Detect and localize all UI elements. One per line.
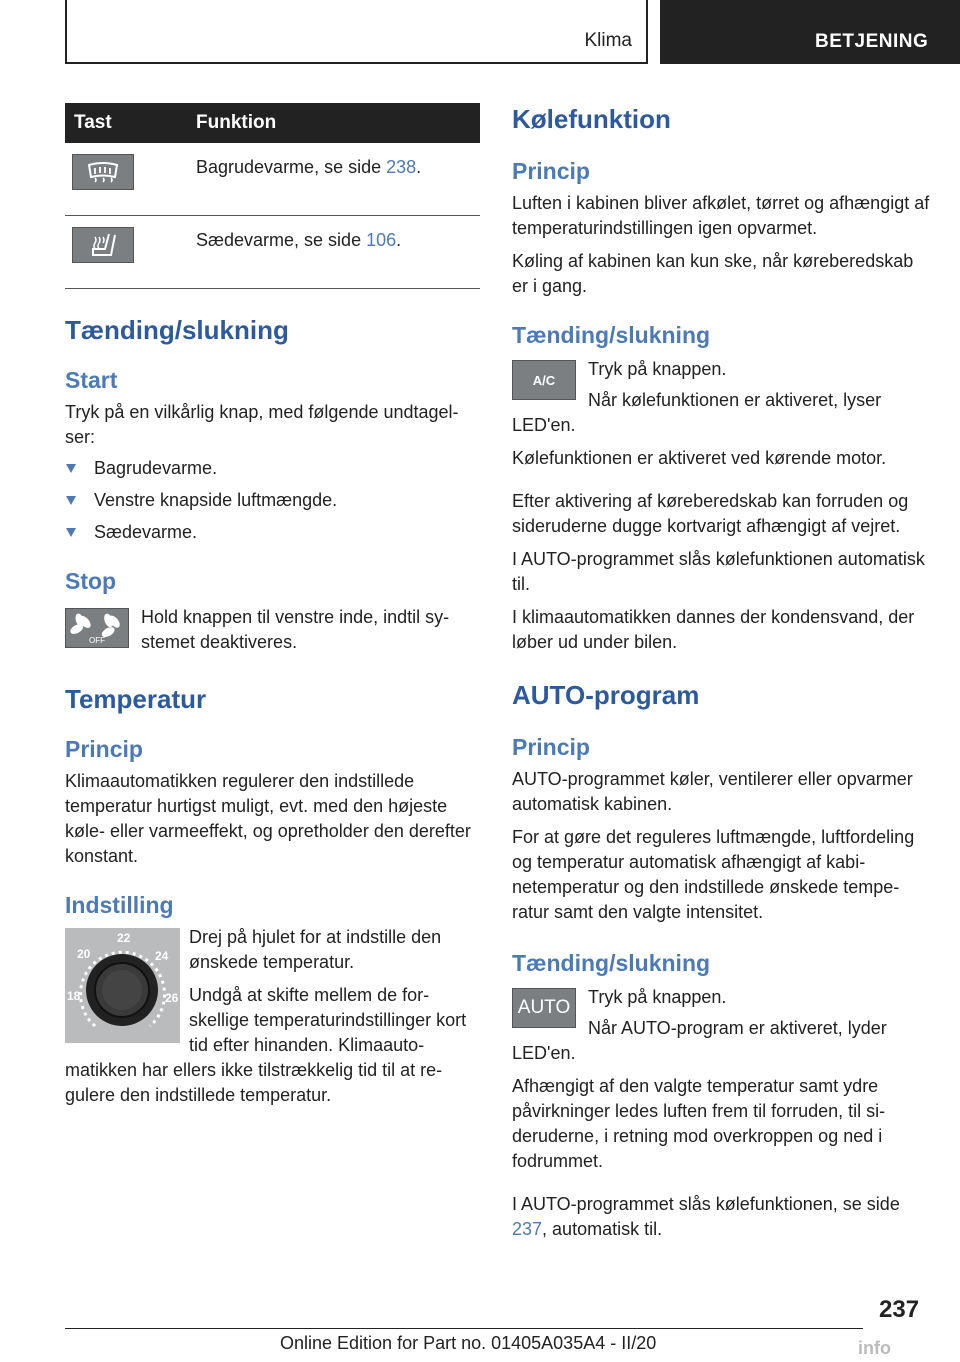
heading-start: Start [65, 367, 118, 393]
ac-label: A/C [532, 372, 556, 388]
heading-ac-onoff: Tænding/slukning [512, 322, 711, 348]
seat-heating-icon [83, 231, 123, 259]
triangle-bullet-icon [66, 464, 76, 473]
bullet-list [65, 456, 480, 545]
auto-text-5: Afhængigt af den valgte temperatur samt ydre påvirkninger ledes luften frem til forruden, til sideruderne, i retning mod overkroppen og ned i fodrummet. [512, 1076, 886, 1171]
setting-text-1: Drej på hjulet for at indstille den ønskede temperatur. [189, 927, 442, 972]
page-link-106[interactable]: 106 [366, 230, 397, 250]
seat-heating-button [72, 227, 134, 263]
svg-text:20: 20 [77, 947, 91, 961]
setting-text-2: Undgå at skifte mellem de forskellige temperaturindstillinger kort tid efter hinanden. Klimaautomatikken har ellers ikke tilstrækkelig tid til at regulere den indstillede temperatur. [65, 985, 467, 1105]
right-column [512, 103, 930, 1242]
heading-stop: Stop [65, 568, 117, 594]
table-header-row [65, 103, 480, 143]
heading-temp-princip: Princip [65, 736, 143, 762]
ac-text-4: Efter aktivering af køreberedskab kan forruden og sideruderne dugge kortvarigt afhængigt af vejret. [512, 491, 909, 536]
triangle-bullet-icon [66, 528, 76, 537]
auto-button [512, 988, 576, 1028]
header-chapter-title: BETJENING [815, 31, 929, 52]
setting-block [65, 925, 480, 1108]
svg-text:22: 22 [117, 931, 131, 945]
watermark: info [858, 1338, 891, 1358]
heading-cool-princip: Princip [512, 158, 590, 184]
triangle-bullet-icon [66, 496, 76, 505]
table-header-function: Funktion [196, 103, 480, 143]
list-item: Bagrudevarme. [65, 456, 480, 481]
page-link-238[interactable]: 238 [386, 157, 417, 177]
stop-text: Hold knappen til venstre inde, indtil systemet deaktiveres. [141, 607, 450, 652]
left-column [65, 103, 480, 1108]
auto-text-3: Tryk på knappen. [588, 987, 727, 1007]
svg-text:OFF: OFF [89, 636, 105, 645]
auto-text-1: AUTO-programmet køler, ventilerer eller opvarmer automatisk kabinen. [512, 769, 913, 814]
stop-block [65, 605, 480, 655]
page-link-237[interactable]: 237 [512, 1219, 543, 1239]
temp-principle-text: Klimaautomatikken regulerer den indstillede temperatur hurtigst muligt, evt. med den højeste køle- eller varmeeffekt, og opretholder den derefter konstant. [65, 771, 471, 866]
fan-off-icon [67, 610, 127, 646]
footer-divider [65, 1328, 863, 1329]
auto-text-4: Når AUTO-program er aktiveret, lyder LED'en. [512, 1018, 887, 1063]
ac-text-6: I klimaautomatikken dannes der kondensvand, der løber ud under bilen. [512, 607, 915, 652]
svg-text:24: 24 [155, 949, 169, 963]
heading-auto-program: AUTO-program [512, 680, 700, 710]
header-section-box [65, 0, 648, 64]
list-item: Venstre knapside luftmængde. [65, 488, 480, 513]
ac-block [512, 357, 930, 438]
heading-cooling: Kølefunktion [512, 104, 671, 134]
ac-text-3: Kølefunktionen er aktiveret ved kørende motor. [512, 448, 887, 468]
ac-button [512, 360, 576, 400]
auto-text-2: For at gøre det reguleres luftmængde, luftfordeling og temperatur automatisk afhængigt af kabinetemperatur og den indstillede ønskede temperatur samt den valgte intensitet. [512, 827, 915, 922]
page-number: 237 [879, 1296, 920, 1323]
heading-onoff: Tænding/slukning [65, 315, 289, 345]
table-header-key: Tast [65, 103, 196, 143]
rear-window-defrost-button [72, 154, 134, 190]
ac-text-1: Tryk på knappen. [588, 359, 727, 379]
key-function-table [65, 103, 480, 289]
row-text: Bagrudevarme, se side [196, 157, 387, 177]
table-row: Sædevarme, se side 106. [65, 216, 480, 289]
row-text: Sædevarme, se side [196, 230, 367, 250]
temperature-dial-icon [65, 928, 180, 1043]
auto-block [512, 985, 930, 1066]
header-section-title: Klima [584, 30, 632, 51]
temperature-dial-image [65, 928, 180, 1043]
auto-label: AUTO [517, 997, 571, 1018]
table-row: Bagrudevarme, se side 238. [65, 143, 480, 216]
auto-text-6: I AUTO-programmet slås kølefunktionen, se side 237, automatisk til. [512, 1194, 900, 1239]
heading-auto-princip: Princip [512, 734, 590, 760]
heading-auto-onoff: Tænding/slukning [512, 950, 711, 976]
fan-off-button [65, 608, 129, 648]
rear-window-defrost-icon [83, 160, 123, 184]
svg-text:18: 18 [67, 989, 81, 1003]
ac-text-5: I AUTO-programmet slås kølefunktionen automatisk til. [512, 549, 925, 594]
start-text: Tryk på en vilkårlig knap, med følgende undtagelser: [65, 402, 459, 447]
footer-edition: Online Edition for Part no. 01405A035A4 - II/20 [280, 1333, 657, 1353]
cool-text-1: Luften i kabinen bliver afkølet, tørret og afhængigt af temperaturindstillingen igen opvarmet. [512, 193, 930, 238]
heading-temperature: Temperatur [65, 684, 207, 714]
svg-text:26: 26 [165, 991, 179, 1005]
heading-setting: Indstilling [65, 892, 174, 918]
ac-text-2: Når kølefunktionen er aktiveret, lyser LED'en. [512, 390, 882, 435]
cool-text-2: Køling af kabinen kan kun ske, når køreberedskab er i gang. [512, 251, 914, 296]
list-item: Sædevarme. [65, 520, 480, 545]
